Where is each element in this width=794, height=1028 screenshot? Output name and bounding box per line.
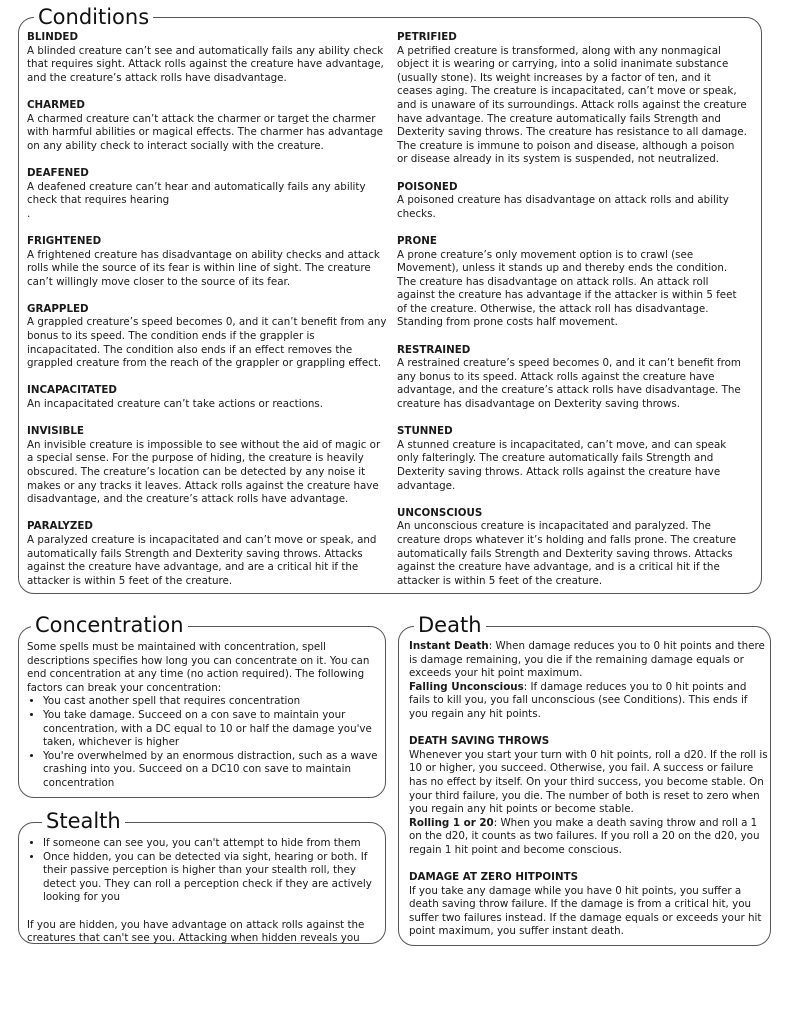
condition-entry bbox=[27, 425, 387, 507]
conditions-title: Conditions bbox=[34, 5, 153, 29]
list-item: • You take damage. Succeed on a con save to maintain your concentration, with a DC equal to 10 or half the damage you've taken, whichever is higher bbox=[43, 709, 383, 750]
list-item: • You're overwhelmed by an enormous distraction, such as a wave crashing into you. Succeed on a DC10 con save to maintain concentration bbox=[43, 750, 383, 791]
zero-hp-heading: DAMAGE AT ZERO HITPOINTS bbox=[409, 871, 579, 884]
condition-description: A stunned creature is incapacitated, can’t move, and can speak only falteringly. The creature automatically fails Strength and Dexterity saving throws. Attack rolls against the creature have advantage. bbox=[397, 438, 727, 492]
instant-death-text: : When damage reduces you to 0 hit points and there is damage remaining, you die if the remaining damage equals or exceeds your hit point maximum. bbox=[409, 640, 765, 680]
condition-entry bbox=[27, 384, 387, 411]
condition-name: INCAPACITATED bbox=[27, 384, 117, 397]
falling-unconscious-label: Falling Unconscious bbox=[409, 680, 524, 693]
condition-description: A frightened creature has disadvantage on ability checks and attack rolls while the source of its fear is within line of sight. The creature can’t willingly move closer to the source of its fear. bbox=[27, 248, 380, 288]
condition-entry bbox=[27, 520, 387, 588]
rolling-label: Rolling 1 or 20 bbox=[409, 816, 494, 829]
condition-description: A prone creature’s only movement option is to crawl (see Movement), unless it stands up and thereby ends the condition. The creature has disadvantage on attack rolls. An attack roll against the creature has advantage if the attacker is within 5 feet of the creature. Otherwise, the attack roll has disadvantage. Standing from prone costs half movement. bbox=[397, 248, 737, 329]
condition-description: A deafened creature can’t hear and automatically fails any ability check that requires hearing . bbox=[27, 180, 366, 220]
list-item: • Once hidden, you can be detected via sight, hearing or both. If their passive perception is higher than your stealth roll, they detect you. They can roll a perception check if they are actively looking for you bbox=[43, 851, 379, 905]
condition-entry bbox=[397, 507, 747, 589]
zero-hp-text: If you take any damage while you have 0 hit points, you suffer a death saving throw failure. If the damage is from a critical hit, you suffer two failures instead. If the damage equals or exceeds your hit point maximum, you suffer instant death. bbox=[409, 884, 762, 938]
stealth-body bbox=[27, 837, 379, 946]
rolling-paragraph bbox=[409, 817, 769, 858]
concentration-intro: Some spells must be maintained with concentration, spell descriptions specifies how long you can concentrate on it. You can end concentration at any time (no action required). The following factors can break your concentration: bbox=[27, 641, 370, 694]
death-saves-text: Whenever you start your turn with 0 hit points, roll a d20. If the roll is 10 or higher, you succeed. Otherwise, you fail. A success or failure has no effect by itself. On your third success, you become stable. On your third failure, you die. The number of both is reset to zero when you regain any hit points or become stable. bbox=[409, 748, 768, 816]
condition-name: FRIGHTENED bbox=[27, 234, 102, 247]
condition-description: A blinded creature can’t see and automatically fails any ability check that requires sight. Attack rolls against the creature have advantage, and the creature’s attack rolls have disadvantage. bbox=[27, 44, 384, 84]
stealth-title: Stealth bbox=[42, 809, 125, 833]
condition-entry bbox=[27, 167, 387, 221]
condition-name: RESTRAINED bbox=[397, 343, 471, 356]
concentration-title: Concentration bbox=[31, 613, 188, 637]
condition-entry bbox=[27, 235, 387, 289]
conditions-left-column bbox=[27, 31, 387, 602]
concentration-body bbox=[27, 641, 383, 791]
condition-description: A poisoned creature has disadvantage on attack rolls and ability checks. bbox=[397, 194, 729, 220]
condition-name: POISONED bbox=[397, 180, 458, 193]
instant-death-label: Instant Death bbox=[409, 640, 489, 652]
condition-description: An unconscious creature is incapacitated and paralyzed. The creature drops whatever it’s holding and falls prone. The creature automatically fails Strength and Dexterity saving throws. Attacks against the creature have advantage, and is a critical hit if the attacker is within 5 feet of the creature. bbox=[397, 520, 737, 587]
condition-entry bbox=[27, 99, 387, 153]
condition-description: A charmed creature can’t attack the charmer or target the charmer with harmful abilities or magical effects. The charmer has advantage on any ability check to interact socially with the creature. bbox=[27, 112, 383, 152]
condition-name: DEAFENED bbox=[27, 166, 89, 179]
condition-entry bbox=[397, 181, 747, 222]
condition-name: GRAPPLED bbox=[27, 302, 89, 315]
condition-name: INVISIBLE bbox=[27, 425, 84, 438]
condition-entry bbox=[397, 235, 747, 330]
stealth-list bbox=[27, 837, 379, 905]
condition-entry bbox=[397, 344, 747, 412]
condition-description: A petrified creature is transformed, along with any nonmagical object it is wearing or carrying, into a solid inanimate substance (usually stone). Its weight increases by a factor of ten, and it ceases aging. The creature is incapacitated, can’t move or speak, and is unaware of its surroundings. Attack rolls against the creature have advantage. The creature automatically fails Strength and Dexterity saving throws. The creature has resistance to all damage. The creature is immune to poison and disease, although a poison or disease already in its system is suspended, not neutralized. bbox=[397, 44, 747, 166]
condition-name: UNCONSCIOUS bbox=[397, 506, 483, 519]
conditions-right-column bbox=[397, 31, 747, 602]
condition-description: An incapacitated creature can’t take actions or reactions. bbox=[27, 398, 324, 411]
condition-entry bbox=[397, 425, 747, 493]
condition-entry bbox=[27, 303, 387, 371]
concentration-list bbox=[27, 695, 383, 790]
condition-entry bbox=[27, 31, 387, 85]
death-saves-heading: DEATH SAVING THROWS bbox=[409, 735, 550, 748]
condition-entry bbox=[397, 31, 747, 167]
condition-name: PRONE bbox=[397, 234, 437, 247]
condition-name: PETRIFIED bbox=[397, 31, 457, 43]
death-body bbox=[409, 640, 769, 939]
falling-unconscious-paragraph bbox=[409, 681, 769, 722]
falling-unconscious-text: : If damage reduces you to 0 hit points and fails to kill you, you fall unconscious (see Conditions). This ends if you regain any hit points. bbox=[409, 680, 748, 720]
list-item: • If someone can see you, you can't attempt to hide from them bbox=[43, 837, 379, 851]
rolling-text: : When you make a death saving throw and roll a 1 on the d20, it counts as two failures. If you roll a 20 on the d20, you regain 1 hit point and become conscious. bbox=[409, 816, 760, 856]
condition-name: BLINDED bbox=[27, 31, 78, 43]
condition-name: CHARMED bbox=[27, 98, 85, 111]
list-item: • You cast another spell that requires concentration bbox=[43, 695, 383, 709]
death-title: Death bbox=[414, 613, 486, 637]
condition-description: A paralyzed creature is incapacitated and can’t move or speak, and automatically fails Strength and Dexterity saving throws. Attacks against the creature have advantage, and are a critical hit if the attacker is within 5 feet of the creature. bbox=[27, 533, 377, 587]
condition-description: A grappled creature’s speed becomes 0, and it can’t benefit from any bonus to its speed. The condition ends if the grappler is incapacitated. The condition also ends if an effect removes the grappled creature from the reach of the grappler or grappling effect. bbox=[27, 316, 387, 370]
condition-name: STUNNED bbox=[397, 425, 453, 438]
stealth-outro: If you are hidden, you have advantage on attack rolls against the creatures that can't see you. Attacking when hidden reveals you bbox=[27, 918, 365, 945]
condition-description: A restrained creature’s speed becomes 0, and it can’t benefit from any bonus to its speed. Attack rolls against the creature have advantage, and the creature’s attack rolls have disadvantage. The creature has disadvantage on Dexterity saving throws. bbox=[397, 357, 741, 411]
condition-name: PARALYZED bbox=[27, 520, 93, 533]
instant-death-paragraph bbox=[409, 640, 769, 681]
condition-description: An invisible creature is impossible to see without the aid of magic or a special sense. For the purpose of hiding, the creature is heavily obscured. The creature’s location can be detected by any noise it makes or any tracks it leaves. Attack rolls against the creature have disadvantage, and the creature’s attack rolls have advantage. bbox=[27, 438, 381, 506]
